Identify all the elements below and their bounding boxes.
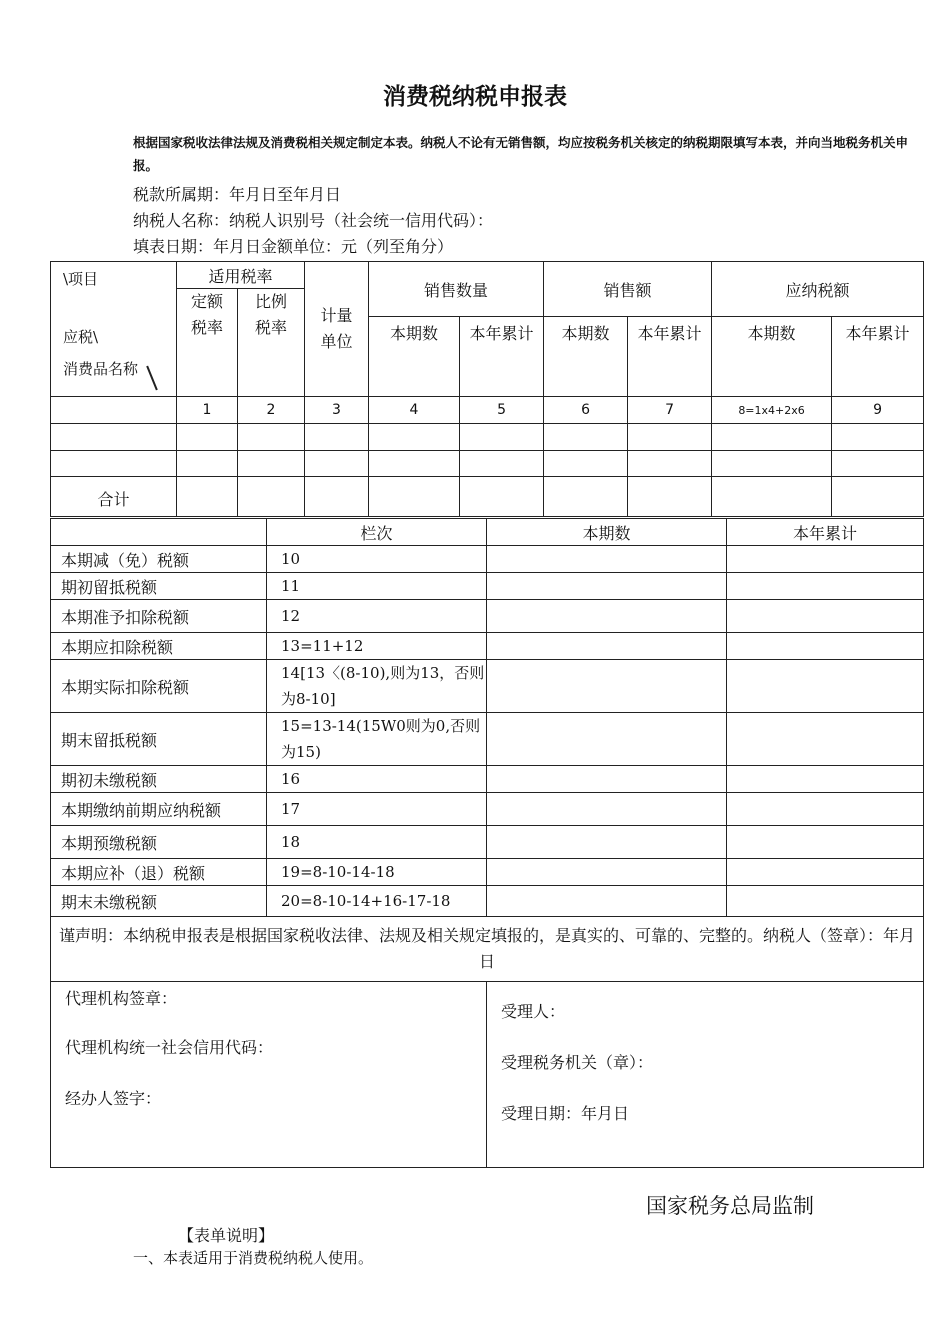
input-cell[interactable]: [177, 424, 238, 451]
input-cell[interactable]: [369, 451, 460, 477]
input-cell[interactable]: [305, 424, 369, 451]
rate-group-header: 适用税率: [177, 262, 305, 289]
input-cell[interactable]: [51, 451, 177, 477]
tax-calc-table: [50, 518, 924, 1168]
row-code: 19=8-10-14-18: [267, 859, 487, 886]
table-row: [51, 573, 924, 600]
ytd-value-cell[interactable]: [727, 793, 924, 826]
qty-header: 销售数量: [369, 262, 544, 317]
qty-current-header: 本期数: [369, 317, 460, 397]
header-ytd: 本年累计: [727, 519, 924, 546]
input-cell[interactable]: [238, 451, 305, 477]
row-label: 期末未缴税额: [51, 886, 267, 917]
col-num: 9: [832, 397, 924, 424]
item-header-mid: 应税\: [63, 328, 99, 346]
ytd-value-cell[interactable]: [727, 633, 924, 660]
col-num: 2: [238, 397, 305, 424]
table-row: [51, 633, 924, 660]
agent-seal-label: 代理机构签章：: [65, 989, 178, 1008]
tax-current-header: 本期数: [712, 317, 832, 397]
row-code: 11: [267, 573, 487, 600]
table-row: [51, 859, 924, 886]
input-cell[interactable]: [51, 424, 177, 451]
ytd-value-cell[interactable]: [727, 766, 924, 793]
rate-ratio-header: 比例税率: [238, 289, 305, 397]
row-code: 14[13〈(8-10),则为13，否则为8-10]: [267, 660, 487, 713]
current-value-cell[interactable]: [487, 793, 727, 826]
input-cell[interactable]: [369, 477, 460, 517]
current-value-cell[interactable]: [487, 546, 727, 573]
row-code: 13=11+12: [267, 633, 487, 660]
qty-ytd-header: 本年累计: [460, 317, 544, 397]
fill-date: 填表日期：年月日金额单位：元（列至角分）: [133, 237, 454, 256]
row-code: 17: [267, 793, 487, 826]
item-header-cell: [51, 262, 177, 397]
input-cell[interactable]: [628, 451, 712, 477]
input-cell[interactable]: [628, 424, 712, 451]
input-cell[interactable]: [712, 477, 832, 517]
header-current: 本期数: [487, 519, 727, 546]
sales-header: 销售额: [544, 262, 712, 317]
col-num: 8=1x4+2x6: [712, 397, 832, 424]
col-num-blank: [51, 397, 177, 424]
receiving-office-label: 受理税务机关（章）：: [501, 1053, 654, 1072]
row-label: 期初留抵税额: [51, 573, 267, 600]
input-cell[interactable]: [832, 451, 924, 477]
col-num: 4: [369, 397, 460, 424]
input-cell[interactable]: [369, 424, 460, 451]
table-row: [51, 660, 924, 713]
intro-text: 根据国家税收法律法规及消费税相关规定制定本表。纳税人不论有无销售额，均应按税务机关核定的纳税期限填写本表，并向当地税务机关申报。: [133, 135, 909, 173]
row-label: 本期准予扣除税额: [51, 600, 267, 633]
ytd-value-cell[interactable]: [727, 546, 924, 573]
row-label: 本期减（免）税额: [51, 546, 267, 573]
receiver-section: [487, 982, 924, 1168]
ytd-value-cell[interactable]: [727, 859, 924, 886]
ytd-value-cell[interactable]: [727, 660, 924, 713]
table-row[interactable]: [51, 451, 924, 477]
table-row: [51, 766, 924, 793]
tax-ytd-header: 本年累计: [832, 317, 924, 397]
receive-date-label: 受理日期：年月日: [501, 1104, 630, 1123]
input-cell[interactable]: [628, 477, 712, 517]
input-cell[interactable]: [832, 477, 924, 517]
sales-current-header: 本期数: [544, 317, 628, 397]
input-cell[interactable]: [177, 477, 238, 517]
col-num: 7: [628, 397, 712, 424]
row-label: 本期实际扣除税额: [51, 660, 267, 713]
input-cell[interactable]: [460, 424, 544, 451]
input-cell[interactable]: [460, 477, 544, 517]
col-num: 1: [177, 397, 238, 424]
col-num: 3: [305, 397, 369, 424]
row-code: 10: [267, 546, 487, 573]
current-value-cell[interactable]: [487, 859, 727, 886]
table-row[interactable]: [51, 424, 924, 451]
row-label: 本期缴纳前期应纳税额: [51, 793, 267, 826]
current-value-cell[interactable]: [487, 886, 727, 917]
handler-sign-label: 经办人签字：: [65, 1089, 162, 1108]
input-cell[interactable]: [460, 451, 544, 477]
row-label: 本期预缴税额: [51, 826, 267, 859]
row-label: 本期应补（退）税额: [51, 859, 267, 886]
taxpayer-info: 纳税人名称：纳税人识别号（社会统一信用代码）：: [133, 211, 494, 230]
row-code: 20=8-10-14+16-17-18: [267, 886, 487, 917]
item-header-top: \项目: [63, 270, 99, 288]
current-value-cell[interactable]: [487, 766, 727, 793]
current-value-cell[interactable]: [487, 633, 727, 660]
input-cell[interactable]: [177, 451, 238, 477]
col-num: 6: [544, 397, 628, 424]
note-item: 一、本表适用于消费税纳税人使用。: [133, 1249, 374, 1267]
receiver-label: 受理人：: [501, 1002, 566, 1021]
input-cell[interactable]: [712, 424, 832, 451]
sales-ytd-header: 本年累计: [628, 317, 712, 397]
row-code: 15=13-14(15W0则为0,否则为15): [267, 713, 487, 766]
table-row: [51, 546, 924, 573]
header-blank: [51, 519, 267, 546]
page-title: 消费税纳税申报表: [383, 84, 567, 110]
row-code: 16: [267, 766, 487, 793]
input-cell[interactable]: [238, 477, 305, 517]
input-cell[interactable]: [305, 451, 369, 477]
col-num: 5: [460, 397, 544, 424]
header-column-code: 栏次: [267, 519, 487, 546]
input-cell[interactable]: [712, 451, 832, 477]
current-value-cell[interactable]: [487, 826, 727, 859]
ytd-value-cell[interactable]: [727, 713, 924, 766]
current-value-cell[interactable]: [487, 573, 727, 600]
ytd-value-cell[interactable]: [727, 573, 924, 600]
tax-period: 税款所属期：年月日至年月日: [133, 185, 342, 204]
row-label: 期初未缴税额: [51, 766, 267, 793]
total-label: 合计: [51, 477, 177, 517]
ytd-value-cell[interactable]: [727, 826, 924, 859]
input-cell[interactable]: [544, 451, 628, 477]
supervisor-label: 国家税务总局监制: [646, 1194, 814, 1218]
total-row: [51, 477, 924, 517]
ytd-value-cell[interactable]: [727, 886, 924, 917]
declaration-text: 谨声明：本纳税申报表是根据国家税收法律、法规及相关规定填报的，是真实的、可靠的、完整的。纳税人（签章）：年月日: [51, 917, 924, 982]
table-row: [51, 826, 924, 859]
input-cell[interactable]: [238, 424, 305, 451]
tax-payable-header: 应纳税额: [712, 262, 924, 317]
notes-title: 【表单说明】: [178, 1226, 275, 1245]
table-row: [51, 793, 924, 826]
rate-fixed-header: 定额税率: [177, 289, 238, 397]
table-row: [51, 886, 924, 917]
current-value-cell[interactable]: [487, 713, 727, 766]
sales-table: [50, 261, 924, 517]
agent-code-label: 代理机构统一社会信用代码：: [65, 1038, 274, 1057]
item-header-bottom: 消费品名称: [63, 360, 139, 378]
ytd-value-cell[interactable]: [727, 600, 924, 633]
row-code: 18: [267, 826, 487, 859]
row-label: 期末留抵税额: [51, 713, 267, 766]
input-cell[interactable]: [305, 477, 369, 517]
row-label: 本期应扣除税额: [51, 633, 267, 660]
input-cell[interactable]: [544, 477, 628, 517]
table-row: [51, 600, 924, 633]
input-cell[interactable]: [832, 424, 924, 451]
agent-section: [51, 982, 487, 1168]
current-value-cell[interactable]: [487, 660, 727, 713]
current-value-cell[interactable]: [487, 600, 727, 633]
input-cell[interactable]: [544, 424, 628, 451]
unit-header: 计量单位: [305, 262, 369, 397]
table-row: [51, 713, 924, 766]
row-code: 12: [267, 600, 487, 633]
